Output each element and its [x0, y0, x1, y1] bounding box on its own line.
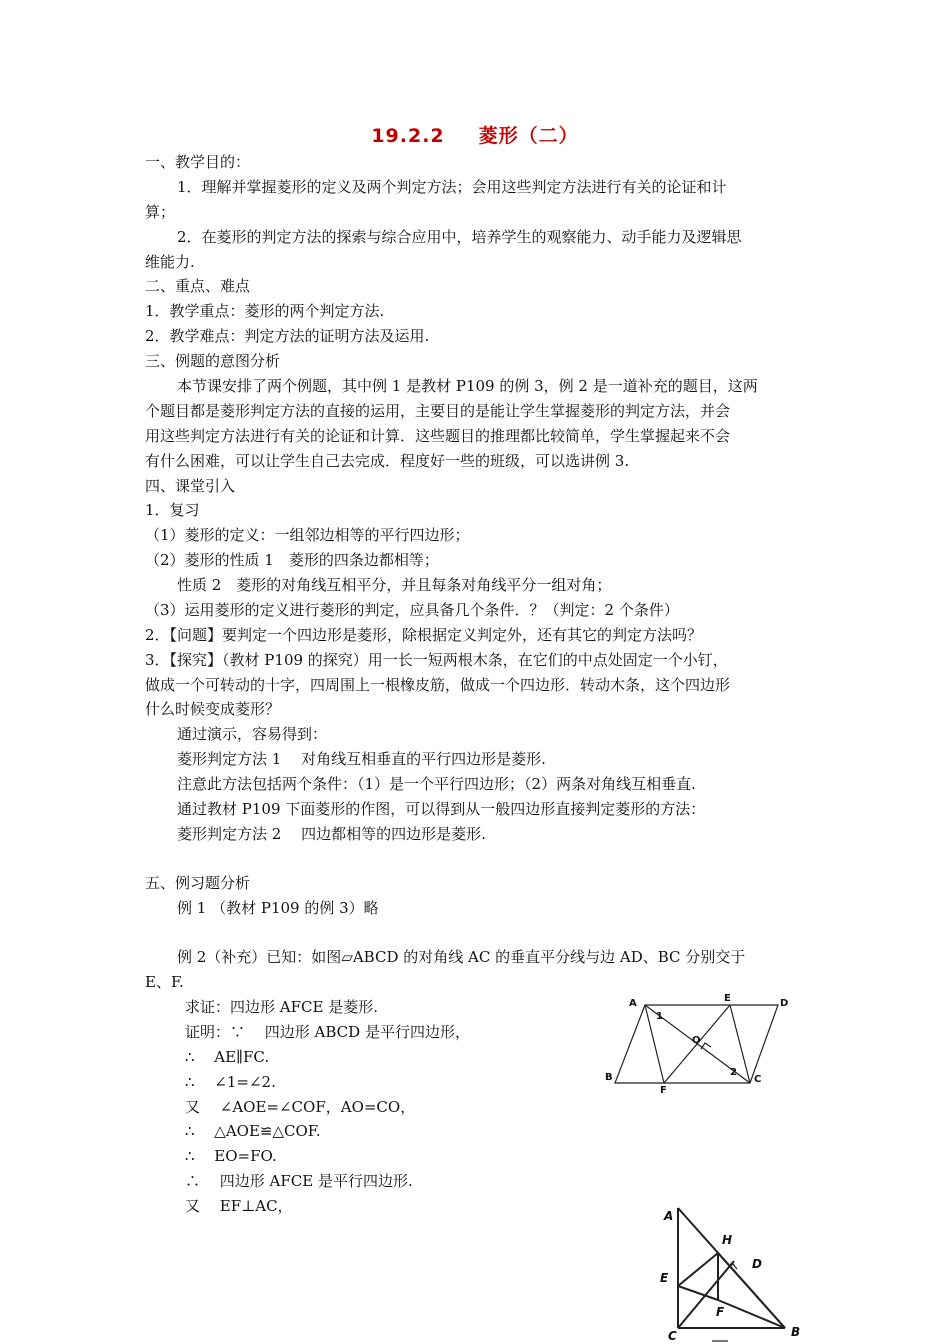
label-C: C	[668, 1329, 677, 1343]
label-H: H	[722, 1233, 733, 1247]
title-number: 19.2.2	[371, 125, 445, 147]
title-text: 菱形（二）	[478, 125, 579, 147]
paragraph-line: 菱形判定方法 1 对角线互相垂直的平行四边形是菱形.	[177, 750, 546, 768]
proof-line: ∴ △AOE≌△COF.	[185, 1122, 321, 1140]
proof-line: 求证：四边形 AFCE 是菱形.	[185, 998, 378, 1016]
paragraph-line: 1．复习	[145, 501, 200, 519]
triangle-figure	[650, 1198, 810, 1344]
paragraph-line: E、F.	[145, 973, 184, 991]
paragraph-line: 用这些判定方法进行有关的论证和计算．这些题目的推理都比较简单，学生掌握起来不会	[145, 427, 731, 445]
section-heading: 三、例题的意图分析	[145, 352, 281, 370]
paragraph-line: 例 1 （教材 P109 的例 3）略	[177, 899, 379, 917]
paragraph-line: 做成一个可转动的十字，四周围上一根橡皮筋，做成一个四边形．转动木条，这个四边形	[145, 676, 731, 694]
paragraph-line: 2．在菱形的判定方法的探索与综合应用中，培养学生的观察能力、动手能力及逻辑思	[177, 228, 742, 246]
paragraph-line: 个题目都是菱形判定方法的直接的运用，主要目的是能让学生掌握菱形的判定方法，并会	[145, 402, 731, 420]
label-F: F	[716, 1305, 725, 1319]
paragraph-line: （1）菱形的定义：一组邻边相等的平行四边形；	[145, 526, 470, 544]
proof-line: 又 ∠AOE=∠COF，AO=CO，	[185, 1098, 416, 1116]
paragraph-line: 维能力.	[145, 253, 195, 271]
label-A: A	[664, 1209, 674, 1223]
paragraph-line: 1．教学重点：菱形的两个判定方法.	[145, 302, 385, 320]
label-A: A	[629, 998, 637, 1009]
paragraph-line: 有什么困难，可以让学生自己去完成．程度好一些的班级，可以选讲例 3.	[145, 452, 630, 470]
paragraph-line: 例 2（补充）已知：如图▱ABCD 的对角线 AC 的垂直平分线与边 AD、BC 分别交于	[177, 948, 746, 966]
proof-line: ∴ 四边形 AFCE 是平行四边形.	[185, 1172, 413, 1190]
paragraph-line: 通过演示，容易得到：	[177, 725, 328, 743]
label-F: F	[660, 1085, 667, 1096]
paragraph-line: （2）菱形的性质 1 菱形的四条边都相等；	[145, 551, 439, 569]
section-heading: 一、教学目的：	[145, 153, 251, 171]
label-B: B	[791, 1325, 801, 1339]
label-D: D	[752, 1257, 762, 1271]
proof-line: ∴ EO=FO.	[185, 1147, 277, 1165]
proof-line: 证明：∵ 四边形 ABCD 是平行四边形，	[185, 1023, 470, 1041]
paragraph-line: 1．理解并掌握菱形的定义及两个判定方法；会用这些判定方法进行有关的论证和计	[177, 178, 727, 196]
label-D: D	[780, 998, 789, 1009]
section-heading: 二、重点、难点	[145, 277, 251, 295]
page-title	[0, 121, 950, 148]
section-heading: 四、课堂引入	[145, 477, 236, 495]
paragraph-line: 2．教学难点：判定方法的证明方法及运用.	[145, 327, 430, 345]
label-E: E	[660, 1271, 669, 1285]
section-heading: 五、例习题分析	[145, 874, 251, 892]
parallelogram-figure	[600, 990, 800, 1096]
paragraph-line: 3．【探究】（教材 P109 的探究）用一长一短两根木条，在它们的中点处固定一个小钉，	[145, 651, 728, 669]
label-angle-1: 1	[656, 1011, 663, 1022]
label-O: O	[692, 1035, 701, 1046]
paragraph-line: 什么时候变成菱形？	[145, 700, 281, 718]
proof-line: ∴ AE∥FC.	[185, 1048, 270, 1066]
label-C: C	[754, 1074, 762, 1085]
paragraph-line: 菱形判定方法 2 四边都相等的四边形是菱形.	[177, 825, 486, 843]
proof-line: 又 EF⊥AC，	[185, 1197, 293, 1215]
paragraph-line: 本节课安排了两个例题，其中例 1 是教材 P109 的例 3，例 2 是一道补充的题目，这两	[177, 377, 758, 395]
paragraph-line: （3）运用菱形的定义进行菱形的判定，应具备几个条件．？（判定：2 个条件）	[145, 601, 679, 619]
proof-line: ∴ ∠1=∠2.	[185, 1073, 276, 1091]
label-B: B	[605, 1072, 613, 1083]
label-angle-2: 2	[730, 1067, 737, 1078]
paragraph-line: 2．【问题】要判定一个四边形是菱形，除根据定义判定外，还有其它的判定方法吗？	[145, 626, 703, 644]
paragraph-line: 通过教材 P109 下面菱形的作图，可以得到从一般四边形直接判定菱形的方法：	[177, 800, 706, 818]
paragraph-line: 性质 2 菱形的对角线互相平分，并且每条对角线平分一组对角；	[177, 576, 612, 594]
label-E: E	[724, 993, 731, 1004]
paragraph-line: 算；	[145, 203, 176, 221]
paragraph-line: 注意此方法包括两个条件：（1）是一个平行四边形；（2）两条对角线互相垂直.	[177, 775, 696, 793]
